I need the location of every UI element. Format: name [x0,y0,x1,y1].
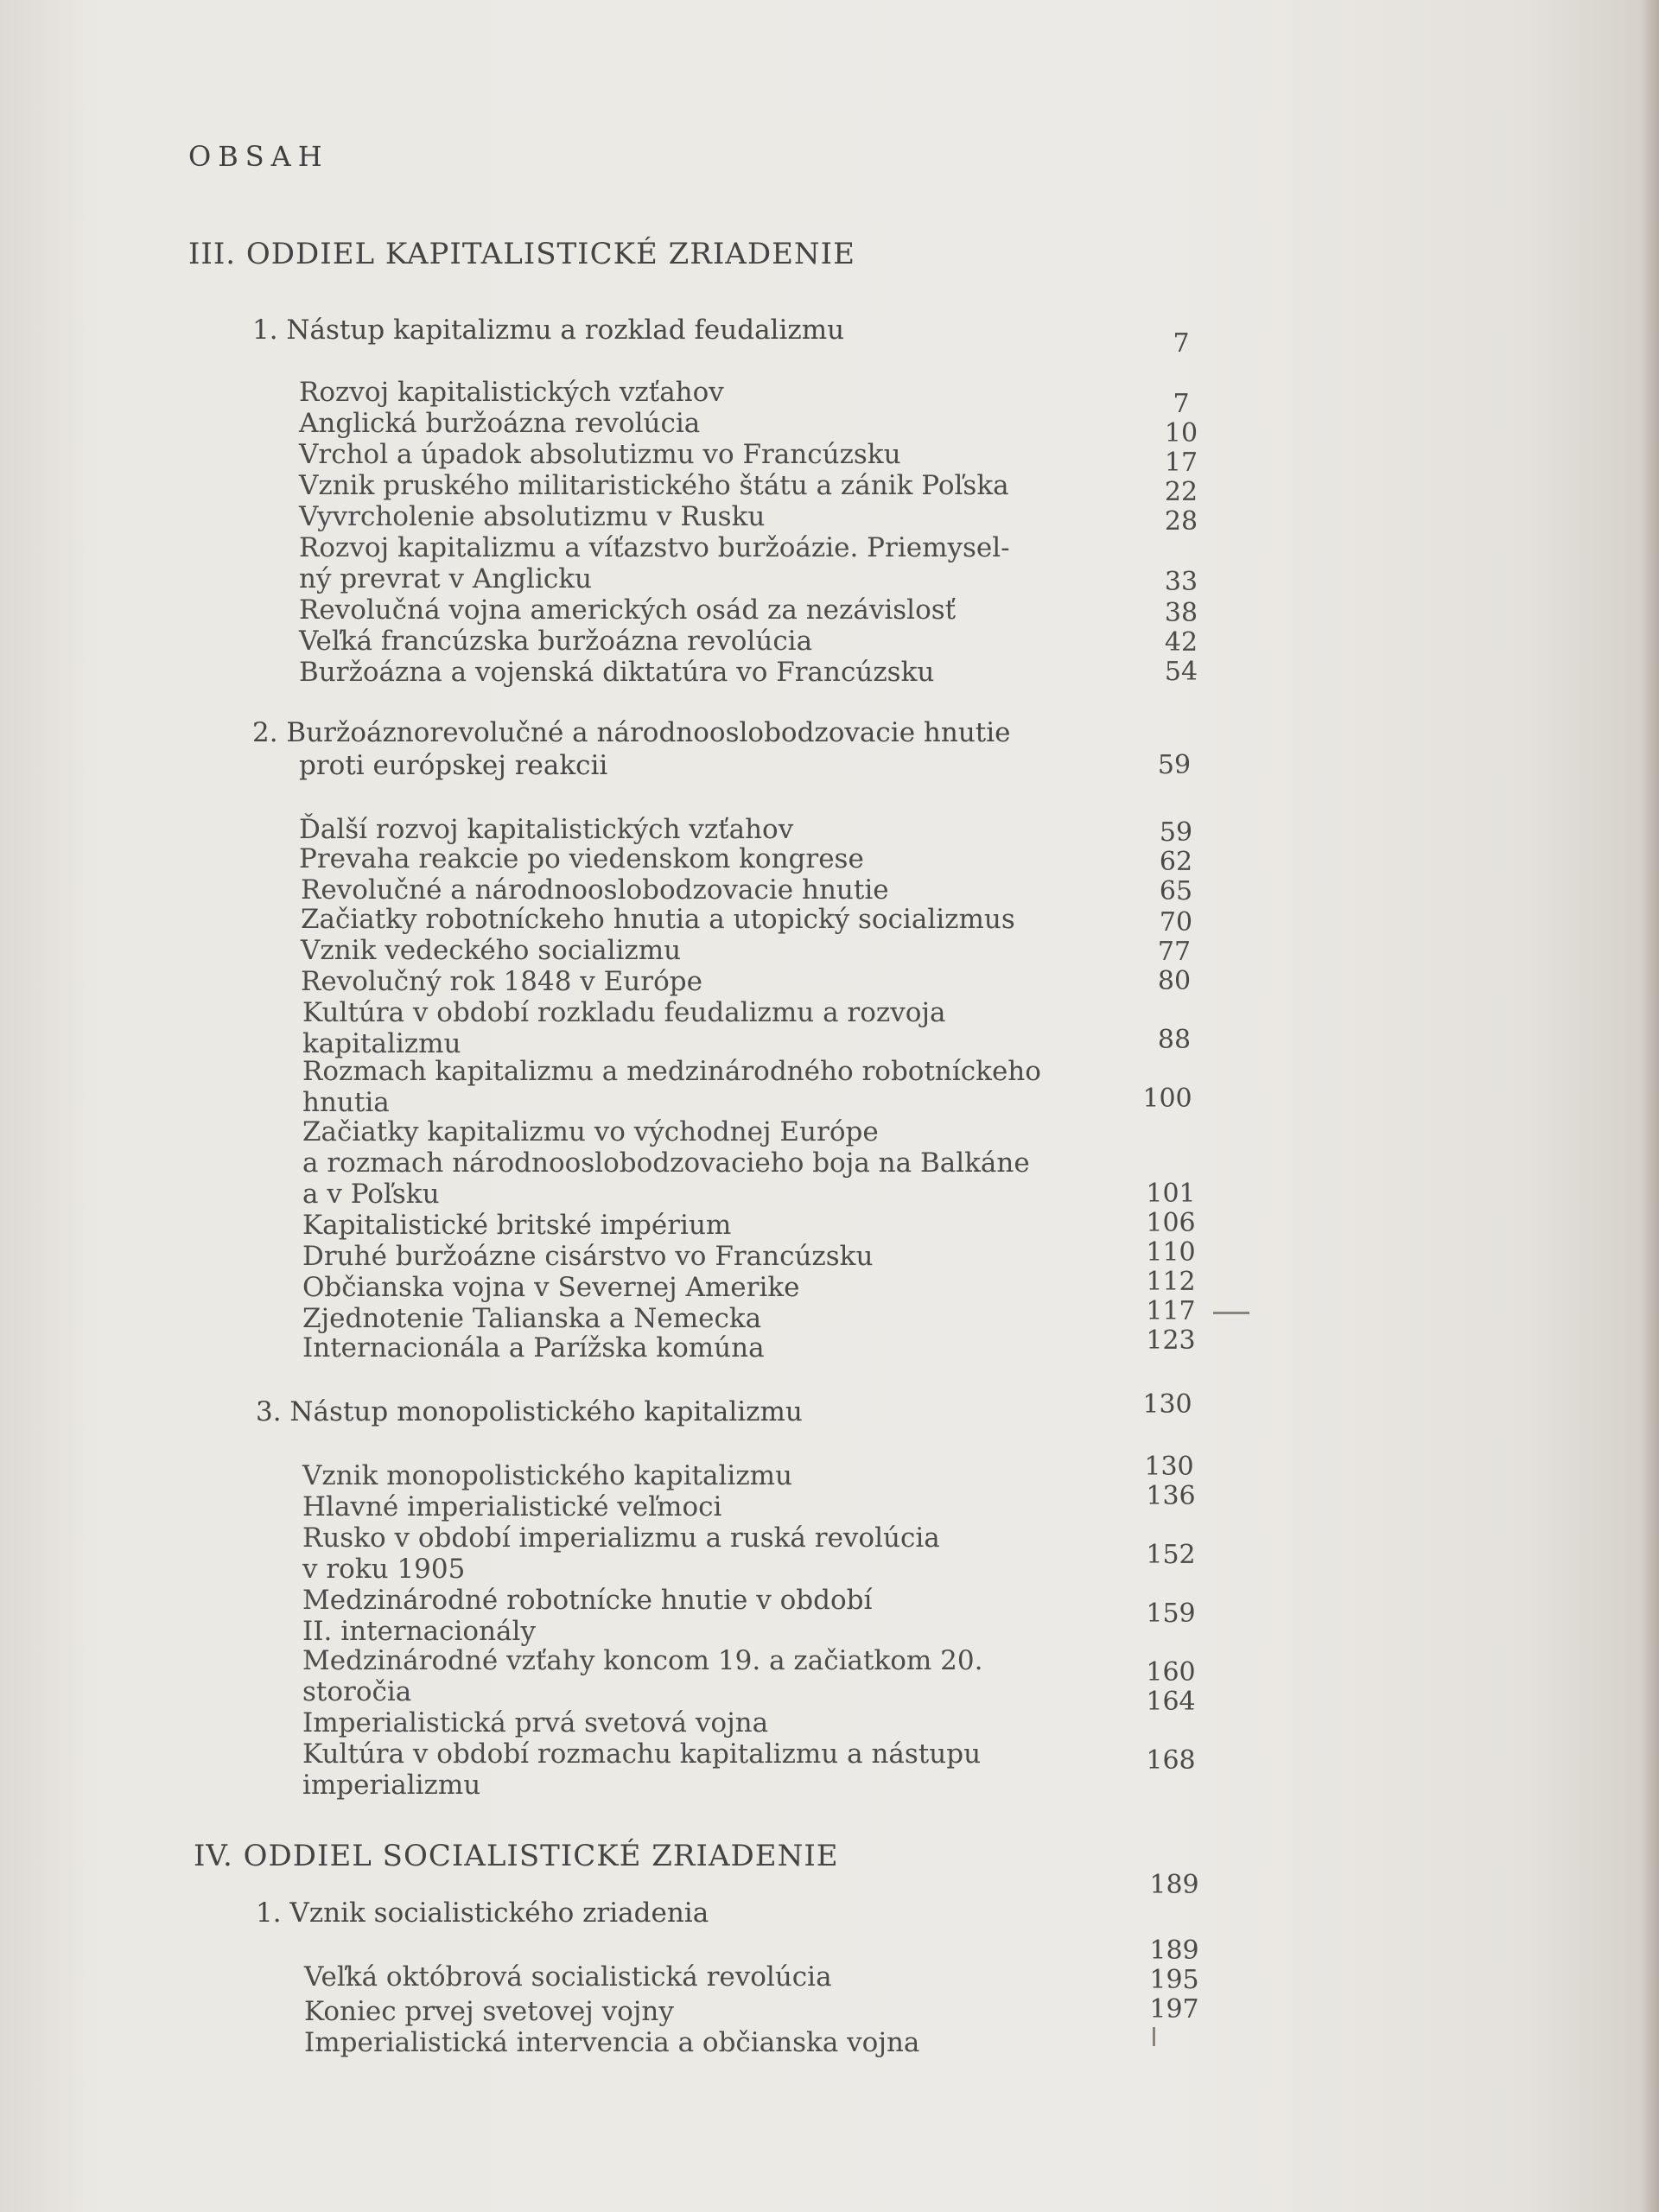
chapter-heading-continued: proti európskej reakcii [299,750,608,781]
toc-entry: Vznik pruského militaristického štátu a zánik Poľska [299,470,1009,501]
chapter-heading: 1. Nástup kapitalizmu a rozklad feudalizmu [252,315,845,346]
page-edge-shadow [1640,0,1659,2212]
page-number: 7 [1173,389,1190,419]
page-number: 33 [1164,567,1198,597]
page-number: 80 [1157,966,1192,996]
page-number: 10 [1164,418,1198,448]
toc-entry: Buržoázna a vojenská diktatúra vo Francúzsku [299,657,935,688]
toc-entry: Internacionála a Parížska komúna [302,1332,765,1363]
page-number: 136 [1146,1481,1196,1511]
toc-entry: Veľká októbrová socialistická revolúcia [304,1961,832,1993]
pencil-mark [1153,2027,1155,2046]
toc-entry-continued: ný prevrat v Anglicku [299,563,592,594]
page-number: 38 [1164,598,1198,628]
page-number: 189 [1149,1870,1199,1900]
section-heading-iii: III. ODDIEL KAPITALISTICKÉ ZRIADENIE [188,237,855,271]
page-number: 59 [1159,817,1193,848]
toc-entry-continued: hnutia [302,1087,390,1118]
toc-entry-continued: storočia [302,1676,412,1707]
page-number: 130 [1144,1452,1194,1482]
toc-entry-continued: kapitalizmu [302,1028,461,1059]
toc-entry: Vznik monopolistického kapitalizmu [302,1460,793,1491]
page-number: 159 [1146,1599,1196,1629]
page-number: 17 [1164,448,1198,478]
toc-entry: Vznik vedeckého socializmu [301,935,682,966]
toc-entry: Druhé buržoázne cisárstvo vo Francúzsku [302,1241,874,1272]
toc-entry-continued: v roku 1905 [302,1554,466,1585]
toc-entry: Občianska vojna v Severnej Amerike [302,1272,800,1303]
page-number: 117 [1146,1296,1196,1326]
toc-entry: Kapitalistické britské impérium [302,1210,732,1241]
page-number: 42 [1164,627,1198,658]
chapter-heading: 1. Vznik socialistického zriadenia [256,1897,709,1929]
toc-entry-continued: a v Poľsku [302,1179,440,1210]
page-number: 22 [1164,477,1198,507]
toc-entry: Anglická buržoázna revolúcia [299,408,701,439]
toc-entry: Revolučná vojna amerických osád za nezávislosť [299,594,957,626]
pencil-mark [1213,1312,1249,1314]
toc-entry: Vrchol a úpadok absolutizmu vo Francúzsku [299,439,901,470]
page-number: 70 [1159,907,1193,938]
toc-entry: Revolučný rok 1848 v Európe [301,966,702,997]
page-number: 101 [1146,1179,1196,1209]
page-number: 62 [1159,847,1193,877]
page-number: 110 [1146,1237,1196,1268]
page-number: 59 [1157,750,1192,780]
chapter-heading: 2. Buržoáznorevolučné a národnooslobodzovacie hnutie [252,717,1011,748]
section-heading-iv: IV. ODDIEL SOCIALISTICKÉ ZRIADENIE [194,1839,839,1873]
toc-entry: Revolučné a národnooslobodzovacie hnutie [301,874,889,906]
page-number: 88 [1157,1025,1192,1055]
page-number: 100 [1142,1084,1192,1114]
toc-entry: Začiatky kapitalizmu vo východnej Európe [302,1116,879,1147]
page-number: 106 [1146,1208,1196,1238]
toc-entry: Koniec prvej svetovej vojny [304,1996,674,2027]
page-number: 28 [1164,506,1198,537]
toc-entry: Začiatky robotníckeho hnutia a utopický socializmus [301,904,1015,935]
page-number: 152 [1146,1540,1196,1570]
toc-entry: Kultúra v období rozmachu kapitalizmu a nástupu [302,1738,982,1770]
page-number: 77 [1157,937,1192,967]
toc-entry: Imperialistická intervencia a občianska vojna [304,2027,920,2058]
toc-entry-continued: a rozmach národnooslobodzovacieho boja na Balkáne [302,1147,1030,1179]
contents-heading: OBSAH [188,140,329,173]
page-number: 168 [1146,1745,1196,1776]
toc-entry: Rozmach kapitalizmu a medzinárodného robotníckeho [302,1056,1041,1087]
chapter-heading: 3. Nástup monopolistického kapitalizmu [256,1396,803,1427]
toc-entry-continued: II. internacionály [302,1616,536,1647]
toc-entry: Prevaha reakcie po viedenskom kongrese [299,843,864,874]
page-number: 54 [1164,657,1198,687]
page-number: 7 [1173,328,1190,359]
toc-entry: Medzinárodné vzťahy koncom 19. a začiatkom 20. [302,1645,983,1676]
page-number: 195 [1149,1965,1199,1995]
toc-entry: Veľká francúzska buržoázna revolúcia [299,626,813,657]
page-number: 130 [1142,1389,1192,1420]
toc-entry: Rozvoj kapitalistických vzťahov [299,377,724,408]
toc-entry: Imperialistická prvá svetová vojna [302,1707,769,1738]
toc-entry: Rusko v období imperializmu a ruská revolúcia [302,1522,940,1554]
page-number: 197 [1149,1994,1199,2024]
toc-entry: Vyvrcholenie absolutizmu v Rusku [299,501,766,532]
page-number: 123 [1146,1325,1196,1356]
toc-entry: Rozvoj kapitalizmu a víťazstvo buržoázie. Priemysel- [299,532,1010,563]
toc-entry: Medzinárodné robotnícke hnutie v období [302,1585,873,1616]
page-number: 189 [1149,1936,1199,1966]
page-number: 164 [1146,1687,1196,1717]
toc-entry: Zjednotenie Talianska a Nemecka [302,1303,762,1334]
toc-entry-continued: imperializmu [302,1770,481,1801]
page-number: 112 [1146,1267,1196,1297]
page-number: 160 [1146,1657,1196,1688]
toc-entry: Kultúra v období rozkladu feudalizmu a rozvoja [302,997,946,1028]
toc-entry: Ďalší rozvoj kapitalistických vzťahov [299,814,794,845]
toc-entry: Hlavné imperialistické veľmoci [302,1491,722,1522]
page-number: 65 [1159,876,1193,906]
